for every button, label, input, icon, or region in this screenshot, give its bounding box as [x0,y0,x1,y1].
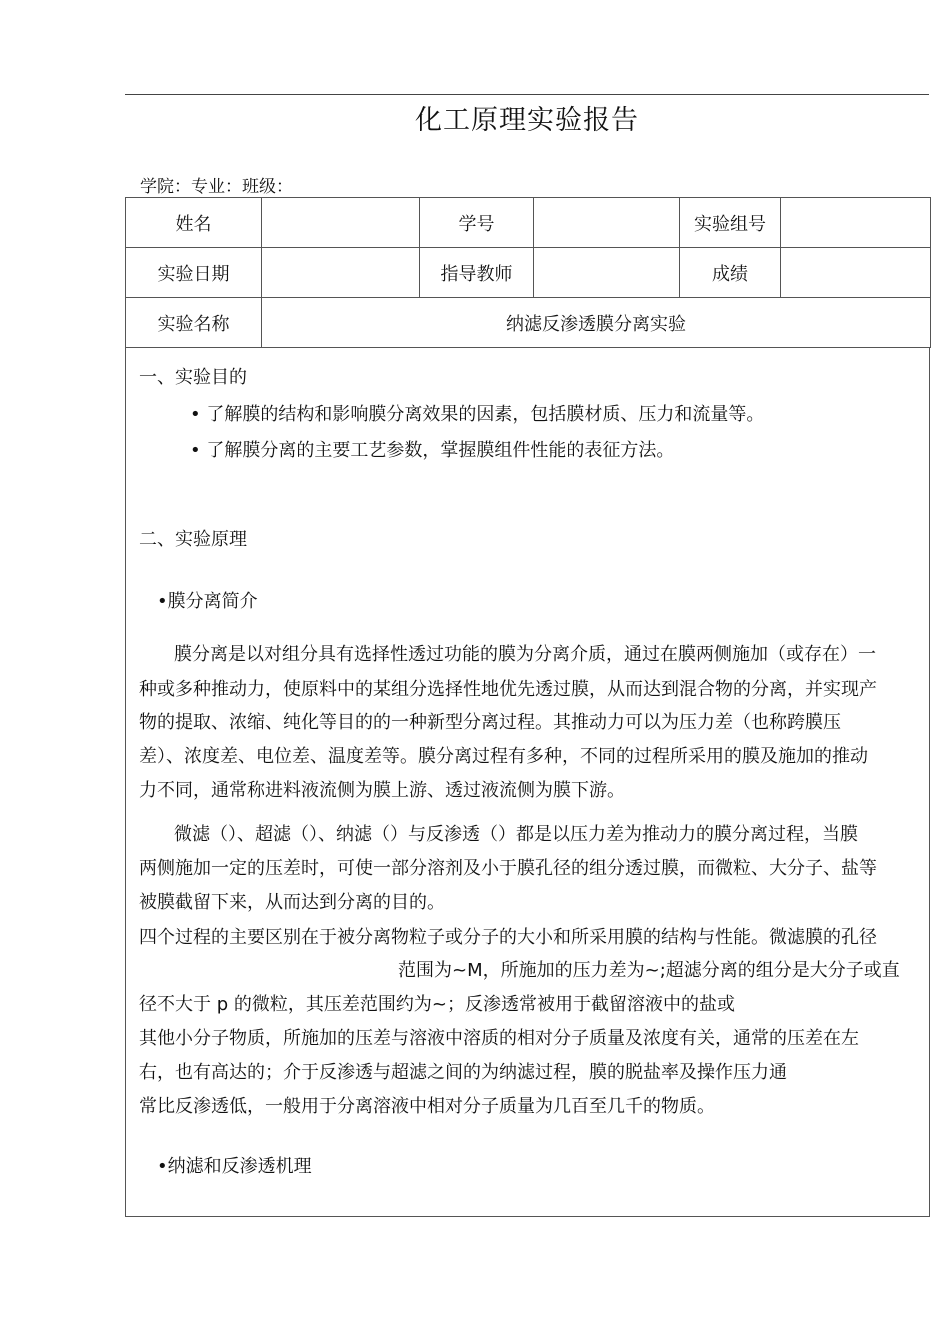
purpose-item: • 了解膜分离的主要工艺参数，掌握膜组件性能的表征方法。 [190,440,675,461]
intro-bullet: •膜分离简介 [157,591,258,612]
name-value-cell [262,198,420,248]
experiment-name-label: 实验名称 [126,298,262,348]
paragraph-line: 四个过程的主要区别在于被分离物粒子或分子的大小和所采用膜的结构与性能。微滤膜的孔径 [139,927,877,948]
purpose-heading: 一、实验目的 [139,367,247,388]
paragraph-line: 种或多种推动力，使原料中的某组分选择性地优先透过膜，从而达到混合物的分离，并实现产 [139,679,877,700]
school-major-class-line: 学院：专业：班级： [140,177,293,197]
table-row [126,248,931,298]
paragraph-line: 被膜截留下来，从而达到分离的目的。 [139,892,445,913]
table-row [126,298,931,348]
top-rule [125,94,929,95]
student-id-label: 学号 [420,198,534,248]
mechanism-bullet: •纳滤和反渗透机理 [157,1156,312,1177]
principle-heading: 二、实验原理 [139,529,247,550]
group-value-cell [781,198,931,248]
paragraph-line: 范围为~M，所施加的压力差为~;超滤分离的组分是大分子或直 [398,960,900,981]
name-label: 姓名 [126,198,262,248]
paragraph-line: 两侧施加一定的压差时，可使一部分溶剂及小于膜孔径的组分透过膜，而微粒、大分子、盐等 [139,858,877,879]
group-label: 实验组号 [680,198,781,248]
table-row [126,198,931,248]
purpose-item: • 了解膜的结构和影响膜分离效果的因素，包括膜材质、压力和流量等。 [190,404,765,425]
score-label: 成绩 [680,248,781,298]
info-table [125,197,931,348]
report-title: 化工原理实验报告 [415,105,639,136]
paragraph-line: 径不大于 p 的微粒，其压差范围约为~；反渗透常被用于截留溶液中的盐或 [139,994,735,1015]
paragraph-line: 力不同，通常称进料液流侧为膜上游、透过液流侧为膜下游。 [139,780,625,801]
paragraph-line: 常比反渗透低，一般用于分离溶液中相对分子质量为几百至几千的物质。 [139,1096,715,1117]
teacher-label: 指导教师 [420,248,534,298]
paragraph-line: 右，也有高达的；介于反渗透与超滤之间的为纳滤过程，膜的脱盐率及操作压力通 [139,1062,787,1083]
paragraph-line: 微滤（）、超滤（）、纳滤（）与反渗透（）都是以压力差为推动力的膜分离过程，当膜 [174,824,858,845]
paragraph-line: 其他小分子物质，所施加的压差与溶液中溶质的相对分子质量及浓度有关，通常的压差在左 [139,1028,859,1049]
score-value-cell [781,248,931,298]
paragraph-line: 膜分离是以对组分具有选择性透过功能的膜为分离介质，通过在膜两侧施加（或存在）一 [174,644,876,665]
paragraph-line: 物的提取、浓缩、纯化等目的的一种新型分离过程。其推动力可以为压力差（也称跨膜压 [139,712,841,733]
date-value-cell [262,248,420,298]
student-id-value-cell [534,198,680,248]
teacher-value-cell [534,248,680,298]
experiment-name-value: 纳滤反渗透膜分离实验 [262,298,931,348]
date-label: 实验日期 [126,248,262,298]
paragraph-line: 差）、浓度差、电位差、温度差等。膜分离过程有多种，不同的过程所采用的膜及施加的推动 [139,746,868,767]
